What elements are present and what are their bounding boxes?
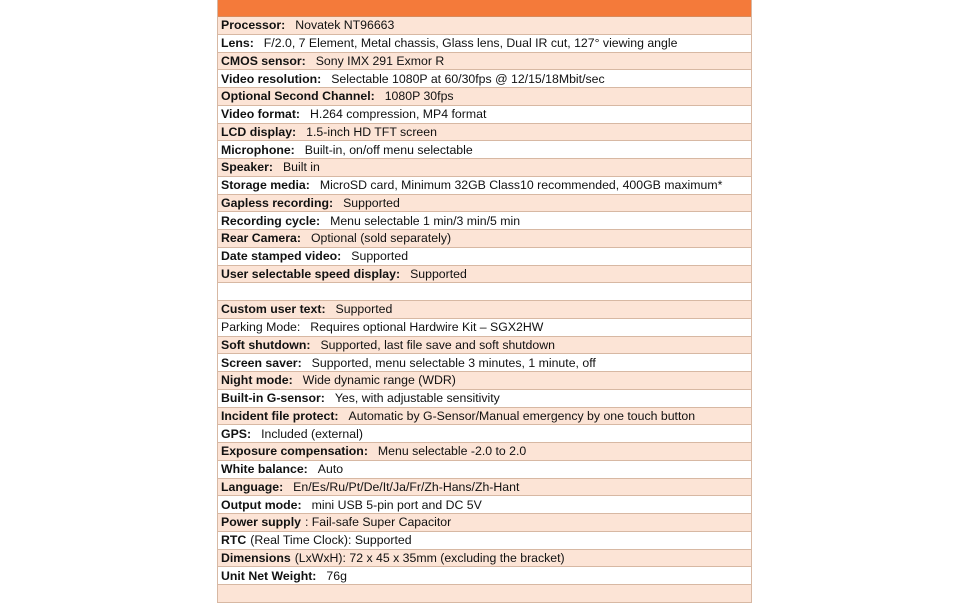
table-header-bar (218, 0, 751, 17)
spec-label: Custom user text: (221, 302, 326, 317)
spec-label: Parking Mode: (221, 320, 301, 335)
spec-value: mini USB 5-pin port and DC 5V (311, 497, 482, 512)
spec-value: F/2.0, 7 Element, Metal chassis, Glass lens, Dual IR cut, 127° viewing angle (263, 36, 678, 51)
spec-row (218, 585, 751, 603)
spec-label: Video format: (221, 107, 301, 122)
spec-row (218, 141, 751, 159)
spec-row (218, 567, 751, 585)
spec-row (218, 425, 751, 443)
spec-row (218, 70, 751, 88)
spec-value: Automatic by G-Sensor/Manual emergency by one touch button (348, 408, 696, 423)
spec-label: Microphone: (221, 142, 295, 157)
spec-value: Requires optional Hardwire Kit – SGX2HW (310, 320, 544, 335)
spec-label: Rear Camera: (221, 231, 301, 246)
spec-row (218, 17, 751, 35)
spec-value: Auto (317, 462, 344, 477)
spec-row (218, 230, 751, 248)
spec-value: 76g (326, 568, 347, 583)
spec-value: Built in (282, 160, 320, 175)
spec-row (218, 283, 751, 301)
spec-label: Speaker: (221, 160, 273, 175)
spec-label: Exposure compensation: (221, 444, 368, 459)
spec-row (218, 319, 751, 337)
spec-row (218, 514, 751, 532)
spec-label: Screen saver: (221, 355, 302, 370)
spec-value: Supported (335, 302, 393, 317)
spec-row (218, 195, 751, 213)
spec-row (218, 124, 751, 142)
spec-value: Supported (343, 195, 400, 210)
spec-row (218, 496, 751, 514)
spec-label: RTC (221, 533, 247, 548)
spec-value: Yes, with adjustable sensitivity (334, 391, 500, 406)
spec-label: Lens: (221, 36, 254, 51)
spec-label: LCD display: (221, 124, 297, 139)
spec-value: H.264 compression, MP4 format (310, 107, 487, 122)
spec-row (218, 443, 751, 461)
spec-value: Included (external) (261, 426, 363, 441)
spec-row (218, 301, 751, 319)
spec-label: Gapless recording: (221, 195, 334, 210)
spec-value: Optional (sold separately) (310, 231, 452, 246)
spec-row (218, 461, 751, 479)
spec-value: Wide dynamic range (WDR) (302, 373, 456, 388)
spec-label: Storage media: (221, 178, 310, 193)
spec-row (218, 337, 751, 355)
spec-label: Power supply (221, 515, 301, 530)
spec-label: Built-in G-sensor: (221, 391, 325, 406)
spec-row (218, 53, 751, 71)
spec-value: MicroSD card, Minimum 32GB Class10 recommended, 400GB maximum* (319, 178, 723, 193)
spec-table (217, 0, 752, 603)
spec-label: Video resolution: (221, 71, 322, 86)
spec-value: Built-in, on/off menu selectable (304, 142, 473, 157)
spec-row (218, 88, 751, 106)
spec-row (218, 532, 751, 550)
spec-row (218, 248, 751, 266)
spec-value: Selectable 1080P at 60/30fps @ 12/15/18Mbit/sec (331, 71, 605, 86)
spec-value: Supported (351, 249, 409, 264)
spec-value: Supported, last file save and soft shutdown (320, 337, 555, 352)
spec-row (218, 408, 751, 426)
spec-value: Supported, menu selectable 3 minutes, 1 minute, off (311, 355, 596, 370)
spec-label: White balance: (221, 462, 308, 477)
spec-row (218, 106, 751, 124)
spec-row (218, 177, 751, 195)
spec-value: Supported (410, 266, 467, 281)
spec-value: 1.5-inch HD TFT screen (306, 124, 437, 139)
spec-row (218, 35, 751, 53)
spec-value: Sony IMX 291 Exmor R (315, 53, 445, 68)
spec-row (218, 372, 751, 390)
spec-value: Menu selectable 1 min/3 min/5 min (330, 213, 521, 228)
spec-value: Menu selectable -2.0 to 2.0 (377, 444, 527, 459)
spec-label: Soft shutdown: (221, 337, 311, 352)
spec-row (218, 390, 751, 408)
spec-row (218, 550, 751, 568)
spec-row (218, 212, 751, 230)
spec-label: Unit Net Weight: (221, 568, 317, 583)
spec-label: Output mode: (221, 497, 302, 512)
spec-value: (Real Time Clock): Supported (250, 533, 412, 548)
spec-value: (LxWxH): 72 x 45 x 35mm (excluding the bracket) (294, 550, 565, 565)
spec-row (218, 354, 751, 372)
spec-row (218, 159, 751, 177)
spec-label: Date stamped video: (221, 249, 342, 264)
spec-label: Language: (221, 479, 284, 494)
spec-value: Novatek NT96663 (295, 18, 395, 33)
spec-label: CMOS sensor: (221, 53, 306, 68)
spec-label: Processor: (221, 18, 286, 33)
spec-row (218, 479, 751, 497)
spec-label: Optional Second Channel: (221, 89, 375, 104)
spec-label: User selectable speed display: (221, 266, 401, 281)
spec-label: Recording cycle: (221, 213, 321, 228)
spec-label: Incident file protect: (221, 408, 339, 423)
spec-value: En/Es/Ru/Pt/De/It/Ja/Fr/Zh-Hans/Zh-Hant (293, 479, 520, 494)
spec-rows (218, 17, 751, 603)
spec-row (218, 266, 751, 284)
spec-label: Dimensions (221, 550, 291, 565)
spec-label: GPS: (221, 426, 252, 441)
spec-label: Night mode: (221, 373, 293, 388)
spec-value: : Fail-safe Super Capacitor (304, 515, 452, 530)
spec-value: 1080P 30fps (384, 89, 454, 104)
